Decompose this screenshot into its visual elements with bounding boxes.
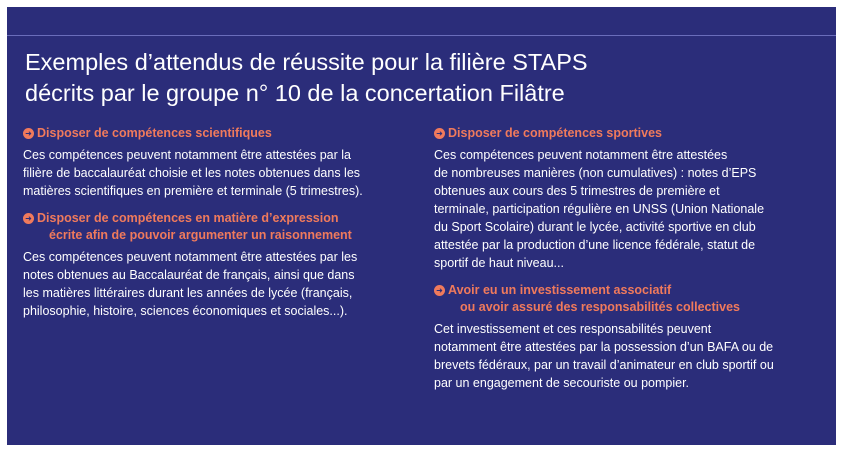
body-line: filière de baccalauréat choisie et les notes obtenues dans les [23, 166, 361, 180]
arrow-right-circle-icon: ➜ [23, 213, 34, 224]
body-line: obtenues aux cours des 5 trimestres de première et [434, 184, 720, 198]
section-heading [434, 282, 814, 316]
panel-title [25, 47, 815, 109]
body-line: notes obtenues au Baccalauréat de français, ainsi que dans [23, 268, 355, 282]
section-heading [23, 210, 403, 244]
left-column [23, 125, 403, 330]
section-associative-involvement [434, 282, 814, 392]
section-heading [23, 125, 403, 142]
arrow-right-circle-icon: ➜ [434, 285, 445, 296]
body-line: de nombreuses manières (non cumulatives) : notes d’EPS [434, 166, 757, 180]
body-line: du Sport Scolaire) durant le lycée, activité sportive en club [434, 220, 756, 234]
body-line: par un engagement de secouriste ou pompier. [434, 376, 690, 390]
section-body [434, 320, 814, 392]
top-divider [7, 35, 836, 36]
section-body [23, 146, 403, 200]
heading-line: Disposer de compétences scientifiques [37, 126, 272, 140]
body-line: Ces compétences peuvent notamment être attestées par les [23, 250, 358, 264]
section-scientific-skills [23, 125, 403, 200]
section-heading [434, 125, 814, 142]
section-written-expression [23, 210, 403, 320]
body-line: terminale, participation régulière en UNSS (Union Nationale [434, 202, 765, 216]
heading-line: Disposer de compétences sportives [448, 126, 662, 140]
arrow-right-circle-icon: ➜ [23, 128, 34, 139]
section-sport-skills [434, 125, 814, 272]
section-body [434, 146, 814, 272]
staps-info-panel [7, 7, 836, 445]
body-line: brevets fédéraux, par un travail d’animateur en club sportif ou [434, 358, 774, 372]
title-line-2: décrits par le groupe n° 10 de la concertation Filâtre [25, 80, 565, 106]
heading-line: Disposer de compétences en matière d’expression [37, 211, 339, 225]
body-line: Ces compétences peuvent notamment être attestées par la [23, 148, 351, 162]
body-line: Ces compétences peuvent notamment être attestées [434, 148, 728, 162]
section-body [23, 248, 403, 320]
right-column [434, 125, 814, 402]
arrow-right-circle-icon: ➜ [434, 128, 445, 139]
body-line: attestée par la production d’une licence fédérale, statut de [434, 238, 756, 252]
body-line: matières scientifiques en première et terminale (5 trimestres). [23, 184, 363, 198]
body-line: notamment être attestées par la possession d’un BAFA ou de [434, 340, 774, 354]
heading-line: écrite afin de pouvoir argumenter un raisonnement [49, 228, 352, 242]
body-line: sportif de haut niveau... [434, 256, 564, 270]
body-line: les matières littéraires durant les années de lycée (français, [23, 286, 353, 300]
body-line: Cet investissement et ces responsabilités peuvent [434, 322, 712, 336]
body-line: philosophie, histoire, sciences économiques et sociales...). [23, 304, 348, 318]
heading-line: ou avoir assuré des responsabilités collectives [460, 300, 740, 314]
title-line-1: Exemples d’attendus de réussite pour la filière STAPS [25, 49, 588, 75]
heading-line: Avoir eu un investissement associatif [448, 283, 672, 297]
